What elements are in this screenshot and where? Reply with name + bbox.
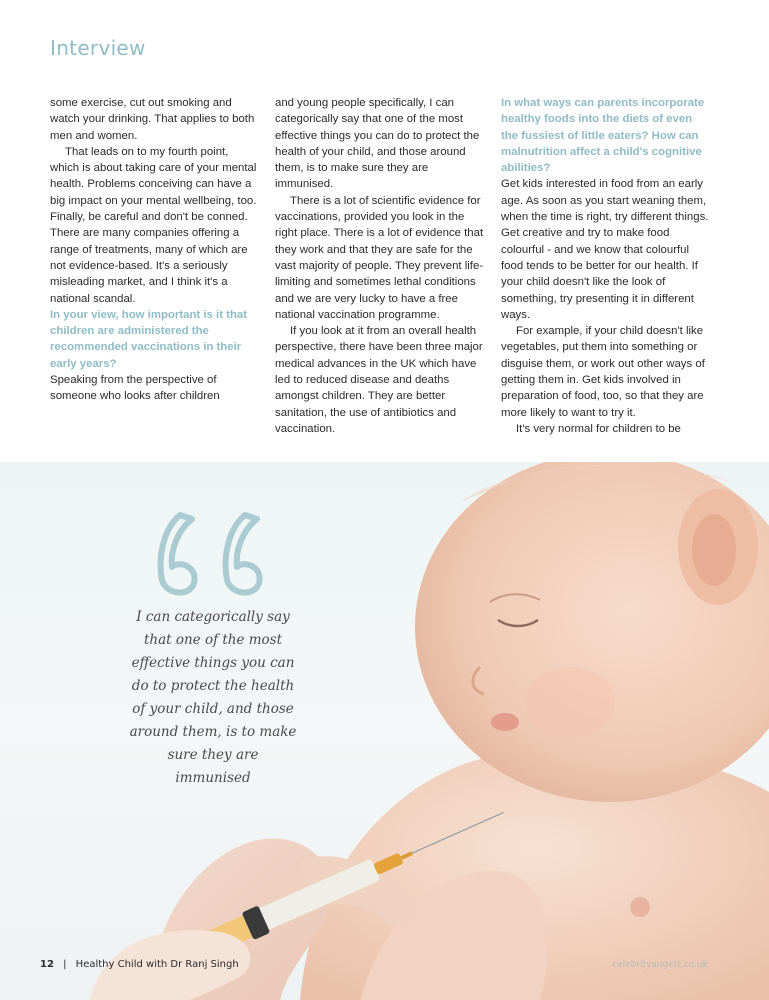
quotation-mark-icon <box>150 505 280 605</box>
pull-quote: I can categorically say that one of the most effective things you can do to protect the health of your child, and those around them, is to make sure they are immunised <box>129 609 297 786</box>
footer-separator: | <box>63 959 67 970</box>
page-number: 12 <box>40 959 54 970</box>
paragraph: Speaking from the perspective of someone who looks after children <box>50 374 220 403</box>
paragraph: and young people specifically, I can categorically say that one of the most effective things you can do to protect the health of your child, and those around them, is to make sure they are immunised. <box>275 97 480 191</box>
baby-vaccination-photo <box>0 462 769 1000</box>
paragraph: It's very normal for children to be <box>516 422 681 435</box>
article-column-3 <box>501 95 711 437</box>
interview-question: In your view, how important is it that children are administered the recommended vaccinations in their early years? <box>50 308 248 370</box>
paragraph: some exercise, cut out smoking and watch your drinking. That applies to both men and women. <box>50 97 255 142</box>
paragraph: Get kids interested in food from an early age. As soon as you start weaning them, when the time is right, try different things. Get creative and try to make food colourful - and we know that colourful food tends to be better for our health. If your child doesn't like the look of something, try presenting it in different ways. <box>501 178 709 321</box>
paragraph: That leads on to my fourth point, which is about taking care of your mental health. Problems conceiving can have a big impact on your mental wellbeing, too. Finally, be careful and don't be conned. There are many companies offering a range of treatments, many of which are not evidence-based. It's a seriously misleading market, and I think it's a national scandal. <box>50 145 257 305</box>
article-column-1 <box>50 95 258 405</box>
paragraph: If you look at it from an overall health perspective, there have been three major medical advances in the UK which have led to reduced disease and deaths amongst children. They are better sanitation, the use of antibiotics and vaccination. <box>275 325 483 435</box>
article-column-2 <box>275 95 485 437</box>
footer-page-info <box>40 959 239 970</box>
interview-question: In what ways can parents incorporate healthy foods into the diets of even the fussiest of little eaters? How can malnutrition affect a child's cognitive abilities? <box>501 97 705 175</box>
paragraph: There is a lot of scientific evidence for vaccinations, provided you look in the right place. There is a lot of evidence that they work and that they are safe for the vast majority of people. They prevent life-limiting and sometimes lethal conditions and we are very lucky to have a free national vaccination programme. <box>275 194 484 321</box>
paragraph: For example, if your child doesn't like vegetables, put them into something or disguise them, or work out other ways of getting them in. Get kids involved in preparation of food, too, so that they are more likely to want to try it. <box>501 325 705 419</box>
publication-name: Healthy Child with Dr Ranj Singh <box>75 959 239 970</box>
website-url: celebrityangels.co.uk <box>612 960 708 970</box>
section-title: Interview <box>50 36 146 60</box>
